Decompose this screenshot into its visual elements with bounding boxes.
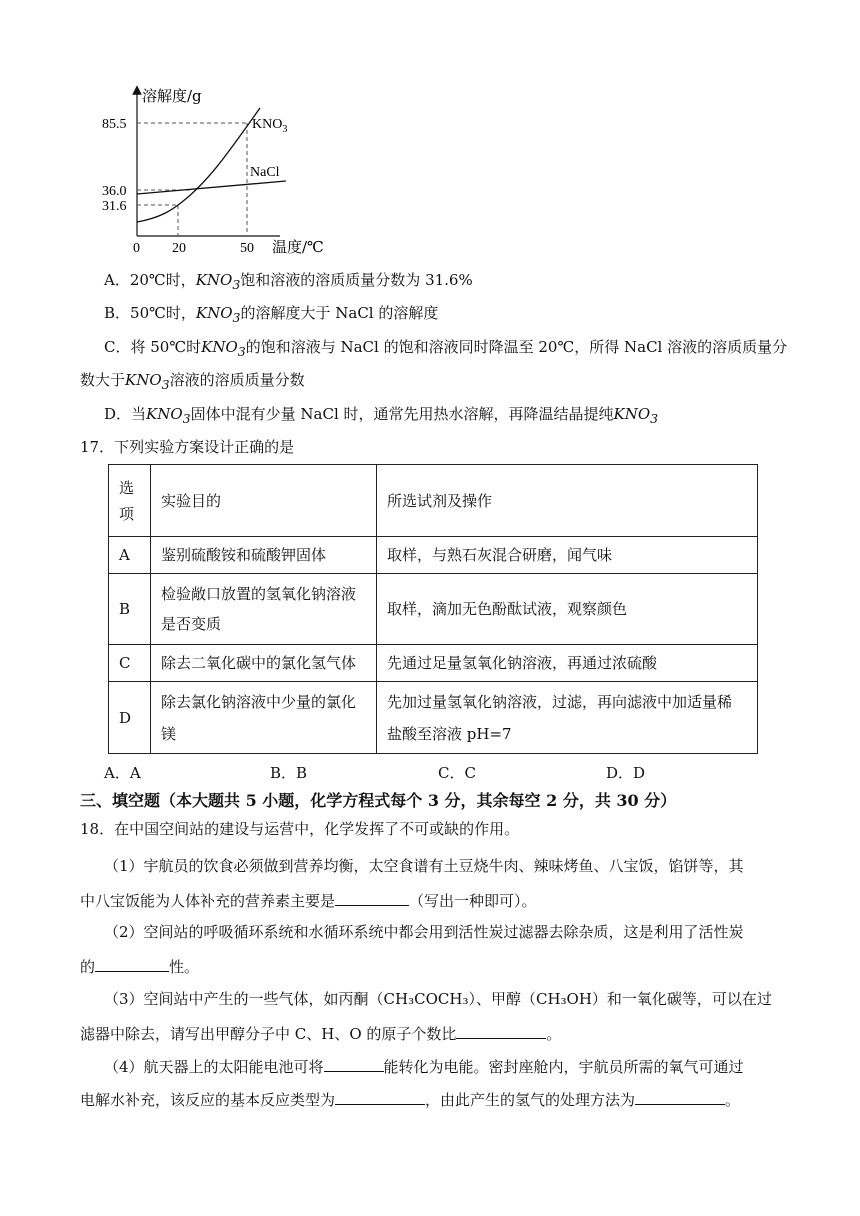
header-option: 选 项 <box>109 465 151 537</box>
q17-choice-c: C．C <box>438 764 476 782</box>
kno3-label: $KNO_3$ <box>252 117 288 135</box>
answer-blank-2[interactable] <box>95 955 169 972</box>
q16-option-c-cont: 数大于$KNO_3$溶液的溶质质量分数 <box>80 371 305 392</box>
y-tick-36: 36.0 <box>102 184 127 199</box>
section-3-title: 三、填空题（本大题共 5 小题，化学方程式每个 3 分，其余每空 2 分，共 30 分） <box>80 791 677 810</box>
y-tick-85: 85.5 <box>102 117 127 132</box>
table-row <box>109 465 758 537</box>
answer-blank-4[interactable] <box>324 1055 384 1072</box>
header-operation: 所选试剂及操作 <box>377 465 758 537</box>
q18-stem: 18．在中国空间站的建设与运营中，化学发挥了不可或缺的作用。 <box>80 820 520 838</box>
answer-blank-6[interactable] <box>635 1088 725 1105</box>
x-tick-50: 50 <box>240 241 254 256</box>
header-goal: 实验目的 <box>151 465 377 537</box>
answer-blank-3[interactable] <box>456 1022 546 1039</box>
table-row: C 除去二氧化碳中的氯化氢气体 先通过足量氢氧化钠溶液，再通过浓硫酸 <box>109 645 758 682</box>
table-row: A 鉴别硫酸铵和硫酸钾固体 取样，与熟石灰混合研磨，闻气味 <box>109 537 758 574</box>
nacl-label: NaCl <box>250 165 280 180</box>
nacl-curve <box>137 181 286 194</box>
y-axis-label: 溶解度/g <box>142 87 202 105</box>
x-axis-label: 温度/℃ <box>272 238 324 256</box>
q16-option-c: C．将 50℃时$KNO_3$的饱和溶液与 NaCl 的饱和溶液同时降温至 20℃，所得 NaCl 溶液的溶质质量分 <box>104 338 788 359</box>
q18-part1-line2: 中八宝饭能为人体补充的营养素主要是 （写出一种即可）。 <box>80 889 537 911</box>
q16-option-b: B．50℃时，$KNO_3$的溶解度大于 NaCl 的溶解度 <box>104 304 439 325</box>
x-tick-0: 0 <box>133 241 140 256</box>
table-row: B 检验敞口放置的氢氧化钠溶液 是否变质 取样，滴加无色酚酞试液，观察颜色 <box>109 574 758 645</box>
q18-part4-line1: （4）航天器上的太阳能电池可将 能转化为电能。密封座舱内，宇航员所需的氧气可通过 <box>104 1055 744 1077</box>
answer-blank-5[interactable] <box>335 1088 425 1105</box>
q17-stem: 17．下列实验方案设计正确的是 <box>80 438 295 456</box>
table-row: D 除去氯化钠溶液中少量的氯化 镁 先加过量氢氧化钠溶液，过滤，再向滤液中加适量稀 盐酸至溶液 pH=7 <box>109 682 758 754</box>
q18-part3-line2: 滤器中除去，请写出甲醇分子中 C、H、O 的原子个数比 。 <box>80 1022 561 1044</box>
y-tick-31: 31.6 <box>102 199 127 214</box>
solubility-chart <box>100 84 350 264</box>
q16-option-d: D．当$KNO_3$固体中混有少量 NaCl 时，通常先用热水溶解，再降温结晶提纯$KNO_3$ <box>104 405 659 426</box>
answer-blank-1[interactable] <box>335 889 409 906</box>
q18-part4-line2: 电解水补充，该反应的基本反应类型为 ，由此产生的氢气的处理方法为 。 <box>80 1088 740 1110</box>
q17-choice-d: D．D <box>606 764 646 782</box>
x-tick-20: 20 <box>172 241 186 256</box>
q18-part1-line1: （1）宇航员的饮食必须做到营养均衡，太空食谱有土豆烧牛肉、辣味烤鱼、八宝饭，馅饼等，其 <box>104 857 744 875</box>
q18-part2-line2: 的 性。 <box>80 955 199 977</box>
kno3-curve <box>137 108 260 222</box>
q18-part2-line1: （2）空间站的呼吸循环系统和水循环系统中都会用到活性炭过滤器去除杂质，这是利用了活性炭 <box>104 923 744 941</box>
q16-option-a: A．20℃时，$KNO_3$饱和溶液的溶质质量分数为 31.6% <box>104 271 473 292</box>
q17-options-table <box>108 464 758 754</box>
q17-choice-b: B．B <box>270 764 308 782</box>
q18-part3-line1: （3）空间站中产生的一些气体，如丙酮（CH₃COCH₃）、甲醇（CH₃OH）和一氧化碳等，可以在过 <box>104 990 772 1008</box>
q17-choice-a: A．A <box>104 764 141 782</box>
